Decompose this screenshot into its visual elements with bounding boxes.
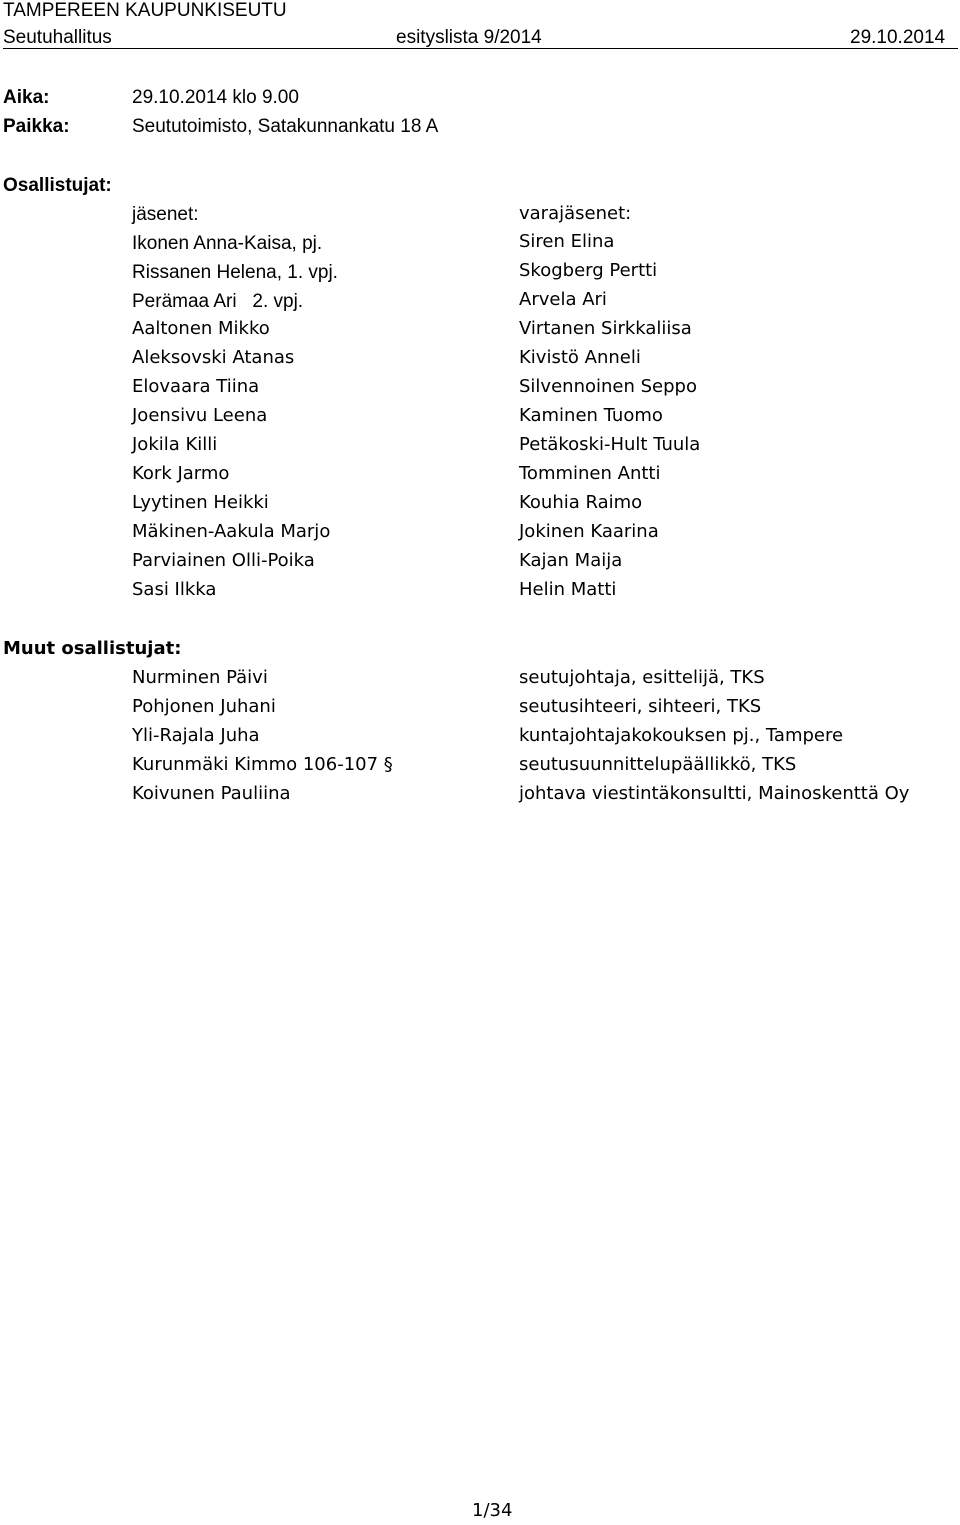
list-item: seutusuunnittelupäällikkö, TKS bbox=[519, 754, 797, 775]
list-item: Kivistö Anneli bbox=[519, 347, 641, 368]
list-item: Mäkinen-Aakula Marjo bbox=[132, 521, 331, 542]
members-list-continued bbox=[132, 314, 330, 604]
members-heading: jäsenet: bbox=[132, 204, 199, 225]
list-item: Kurunmäki Kimmo 106-107 § bbox=[132, 754, 393, 775]
list-item: Kouhia Raimo bbox=[519, 492, 643, 513]
time-value: 29.10.2014 klo 9.00 bbox=[132, 87, 299, 108]
list-item: Koivunen Pauliina bbox=[132, 783, 291, 804]
list-item: Pohjonen Juhani bbox=[132, 696, 276, 717]
list-item: Jokila Killi bbox=[132, 434, 218, 455]
list-item: Siren Elina bbox=[519, 231, 615, 252]
list-item: Kaminen Tuomo bbox=[519, 405, 663, 426]
list-item: seutusihteeri, sihteeri, TKS bbox=[519, 696, 762, 717]
place-value: Seututoimisto, Satakunnankatu 18 A bbox=[132, 116, 439, 137]
deputies-heading: varajäsenet: bbox=[519, 203, 632, 224]
list-item: Lyytinen Heikki bbox=[132, 492, 269, 513]
time-label: Aika: bbox=[3, 87, 50, 108]
body-name: Seutuhallitus bbox=[3, 27, 112, 48]
deputies-list bbox=[519, 227, 700, 604]
list-item: Parviainen Olli-Poika bbox=[132, 550, 315, 571]
list-item: Virtanen Sirkkaliisa bbox=[519, 318, 692, 339]
list-item: kuntajohtajakokouksen pj., Tampere bbox=[519, 725, 844, 746]
list-item: Nurminen Päivi bbox=[132, 667, 268, 688]
list-item: Yli-Rajala Juha bbox=[132, 725, 260, 746]
members-list bbox=[132, 233, 338, 320]
header-date: 29.10.2014 bbox=[850, 27, 946, 48]
list-item: Sasi Ilkka bbox=[132, 579, 217, 600]
list-item: Jokinen Kaarina bbox=[519, 521, 659, 542]
list-item: Perämaa Ari 2. vpj. bbox=[132, 291, 304, 312]
list-item: Ikonen Anna-Kaisa, pj. bbox=[132, 233, 323, 254]
list-item: Kajan Maija bbox=[519, 550, 623, 571]
list-item: Tomminen Antti bbox=[519, 463, 661, 484]
list-item: Rissanen Helena, 1. vpj. bbox=[132, 262, 338, 283]
document-number: esityslista 9/2014 bbox=[396, 27, 542, 48]
participants-label: Osallistujat: bbox=[3, 175, 112, 196]
list-item: Petäkoski-Hult Tuula bbox=[519, 434, 701, 455]
header-rule bbox=[3, 48, 958, 49]
list-item: seutujohtaja, esittelijä, TKS bbox=[519, 667, 765, 688]
place-label: Paikka: bbox=[3, 116, 70, 137]
organization-name: TAMPEREEN KAUPUNKISEUTU bbox=[3, 0, 287, 21]
list-item: Aaltonen Mikko bbox=[132, 318, 270, 339]
list-item: Aleksovski Atanas bbox=[132, 347, 295, 368]
list-item: Skogberg Pertti bbox=[519, 260, 658, 281]
list-item: Elovaara Tiina bbox=[132, 376, 260, 397]
list-item: Arvela Ari bbox=[519, 289, 607, 310]
list-item: Silvennoinen Seppo bbox=[519, 376, 697, 397]
others-names-list bbox=[132, 663, 393, 808]
list-item: Kork Jarmo bbox=[132, 463, 230, 484]
page-number: 1/34 bbox=[472, 1500, 513, 1521]
list-item: Joensivu Leena bbox=[132, 405, 268, 426]
others-label: Muut osallistujat: bbox=[3, 638, 182, 659]
others-roles-list bbox=[519, 663, 909, 808]
list-item: Helin Matti bbox=[519, 579, 617, 600]
list-item: johtava viestintäkonsultti, Mainoskenttä Oy bbox=[519, 783, 910, 804]
